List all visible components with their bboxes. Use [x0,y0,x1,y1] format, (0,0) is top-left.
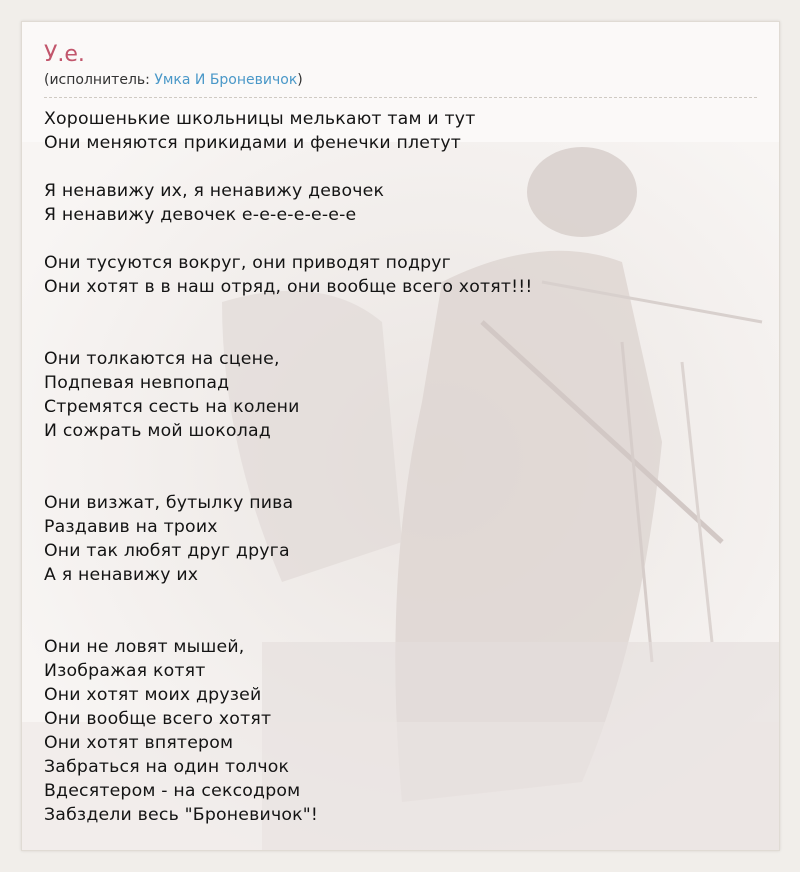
lyrics-text: Хорошенькие школьницы мелькают там и тут Они меняются прикидами и фенечки плетут Я ненавижу их, я ненавижу девочек Я ненавижу девочек е-е-е-е-е-е-е Они тусуются вокруг, они приводят подруг Они хотят в в наш отряд, они вообще всего хотят!!! Они толкаются на сцене, Подпевая невпопад Стремятся сесть на колени И сожрать мой шоколад Они визжат, бутылку пива Раздавив на троих Они так любят друг друга А я ненавижу их Они не ловят мышей, Изображая котят Они хотят моих друзей Они вообще всего хотят Они хотят впятером Забраться на один толчок Вдесятером - на сексодром Забздели весь "Броневичок"! [44,109,533,825]
artist-link[interactable]: Умка И Броневичок [154,72,298,88]
artist-suffix: ) [297,72,303,88]
lyrics-content [22,22,779,827]
artist-line [44,71,757,89]
artist-prefix: (исполнитель: [44,72,155,88]
title-divider [44,97,757,98]
lyrics-card [21,21,780,851]
song-title: У.е. [44,42,85,67]
